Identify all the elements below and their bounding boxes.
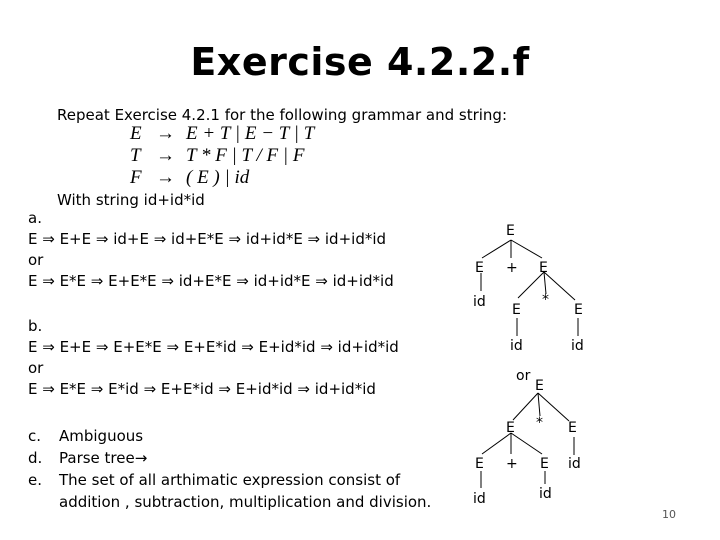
input-string: With string id+id*id [57,191,205,209]
tree-node-star: * [542,292,549,308]
tree-edge [482,433,511,454]
tree-node-e: E [506,420,515,436]
grammar-rhs: E + T | E − T | T [186,123,315,144]
tree-node-plus: + [506,456,518,472]
tree-edge [482,240,511,258]
tree-node-e: E [540,456,549,472]
grammar-lhs: F [130,167,142,188]
tree-node-id: id [473,491,486,507]
answer-label: d. [28,449,43,467]
page-number: 10 [662,508,676,521]
parse-tree-1 [481,240,578,336]
answer-e-continued: addition , subtraction, multiplication and division. [59,493,432,511]
part-a-derivation-1: E ⇒ E+E ⇒ id+E ⇒ id+E*E ⇒ id+id*E ⇒ id+id*id [28,230,387,248]
tree-node-e: E [539,260,548,276]
answer-label: c. [28,427,42,445]
slide-title: Exercise 4.2.2.f [190,40,530,84]
tree-node-e: E [506,223,515,239]
tree-node-e: E [574,302,583,318]
tree-node-plus: + [506,260,518,276]
grammar-rhs: ( E ) | id [186,167,250,188]
tree-edge [511,433,542,454]
grammar-arrow: → [156,123,175,144]
part-a-label: a. [28,209,42,227]
grammar-arrow: → [156,145,175,166]
answer-label: e. [28,471,42,489]
part-b-or: or [28,359,44,377]
tree-node-e: E [568,420,577,436]
part-b-label: b. [28,317,43,335]
grammar-lhs: T [130,145,141,166]
tree-node-e: E [512,302,521,318]
tree-node-star: * [536,415,543,431]
tree-or-label: or [516,368,531,384]
tree-node-id: id [510,338,523,354]
answer-text: Parse tree→ [59,449,148,467]
tree-node-e: E [475,260,484,276]
grammar-rhs: T * F | T / F | F [186,145,305,166]
tree-node-id: id [568,456,581,472]
tree-edge [513,393,538,420]
tree-node-id: id [571,338,584,354]
grammar-arrow: → [156,167,175,188]
answer-text: Ambiguous [59,427,144,445]
tree-node-id: id [473,294,486,310]
answer-text: The set of all arthimatic expression consist of [59,471,401,489]
tree-node-e: E [475,456,484,472]
part-b-derivation-2: E ⇒ E*E ⇒ E*id ⇒ E+E*id ⇒ E+id*id ⇒ id+id*id [28,380,376,398]
parse-tree-2-labels [473,378,581,507]
exercise-instruction: Repeat Exercise 4.2.1 for the following grammar and string: [57,106,507,124]
grammar-lhs: E [130,123,142,144]
tree-edge [511,240,542,258]
part-a-derivation-2: E ⇒ E*E ⇒ E+E*E ⇒ id+E*E ⇒ id+id*E ⇒ id+id*id [28,272,394,290]
part-b-derivation-1: E ⇒ E+E ⇒ E+E*E ⇒ E+E*id ⇒ E+id*id ⇒ id+id*id [28,338,399,356]
tree-node-id: id [539,486,552,502]
tree-node-e: E [535,378,544,394]
tree-edge [538,393,540,416]
part-a-or: or [28,251,44,269]
parse-tree-1-labels [473,223,584,354]
parse-tree-2 [481,393,574,488]
